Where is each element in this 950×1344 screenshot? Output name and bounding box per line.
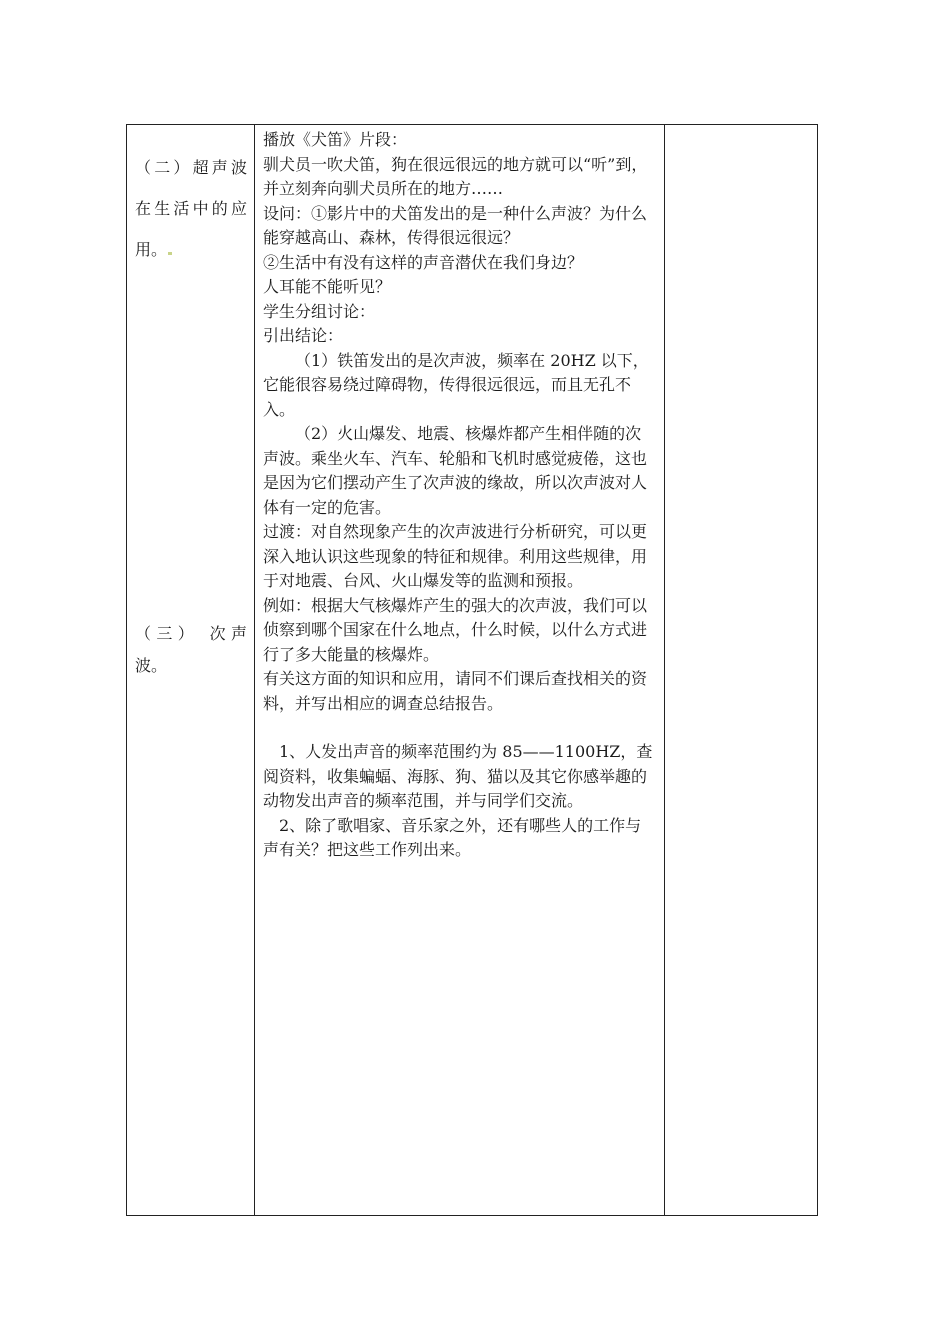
paragraph: ②生活中有没有这样的声音潜伏在我们身边？ xyxy=(263,252,584,272)
paragraph: 引出结论： xyxy=(263,326,344,345)
paragraph: （2）火山爆发、地震、核爆炸都产生相伴随的次声波。乘坐火车、汽车、轮船和飞机时感觉疲倦，这也是因为它们摆动产生了次声波的缘故，所以次声波对人体有一定的危害。 xyxy=(263,424,648,517)
lesson-plan-table xyxy=(126,124,818,1216)
paragraph: 人耳能不能听见？ xyxy=(263,277,392,296)
heading-line: 在生活中的应 xyxy=(135,199,247,218)
edit-mark xyxy=(168,252,172,255)
paragraph: 学生分组讨论： xyxy=(263,301,376,321)
spacer xyxy=(263,716,656,740)
heading-line: （三） 次声 xyxy=(135,624,247,643)
paragraph: 设问：①影片中的犬笛发出的是一种什么声波？为什么能穿越高山、森林，传得很远很远？ xyxy=(263,203,648,247)
paragraph: 有关这方面的知识和应用，请同不们课后查找相关的资料，并写出相应的调查总结报告。 xyxy=(263,669,648,713)
paragraph: 播放《犬笛》片段： xyxy=(263,130,408,149)
paragraph: 1、人发出声音的频率范围约为 85——1100HZ，查阅资料，收集蝙蝠、海豚、狗、猫以及其它你感举趣的动物发出声音的频率范围，并与同学们交流。 xyxy=(263,742,653,810)
topic-column xyxy=(127,125,255,1216)
notes-column xyxy=(665,125,818,1216)
paragraph: 过渡：对自然现象产生的次声波进行分析研究，可以更深入地认识这些现象的特征和规律。利用这些规律，用于对地震、台风、火山爆发等的监测和预报。 xyxy=(263,522,648,590)
heading-line: （二）超声波 xyxy=(135,158,247,177)
heading-line: 用。 xyxy=(135,229,247,270)
table-row xyxy=(127,125,818,1216)
lesson-content xyxy=(263,128,656,863)
paragraph: 例如：根据大气核爆炸产生的强大的次声波，我们可以侦察到哪个国家在什么地点，什么时候，以什么方式进行了多大能量的核爆炸。 xyxy=(263,595,648,664)
paragraph: （1）铁笛发出的是次声波，频率在 20HZ 以下，它能很容易绕过障碍物，传得很远很远，而且无孔不入。 xyxy=(263,350,649,419)
heading-line: 波。 xyxy=(135,656,168,675)
content-column xyxy=(255,125,665,1216)
section-heading-infrasound xyxy=(135,618,247,682)
paragraph: 2、除了歌唱家、音乐家之外，还有哪些人的工作与声有关？把这些工作列出来。 xyxy=(263,815,642,859)
paragraph: 驯犬员一吹犬笛，狗在很远很远的地方就可以“听”到，并立刻奔向驯犬员所在的地方…… xyxy=(263,154,648,198)
section-heading-ultrasound xyxy=(135,147,247,270)
